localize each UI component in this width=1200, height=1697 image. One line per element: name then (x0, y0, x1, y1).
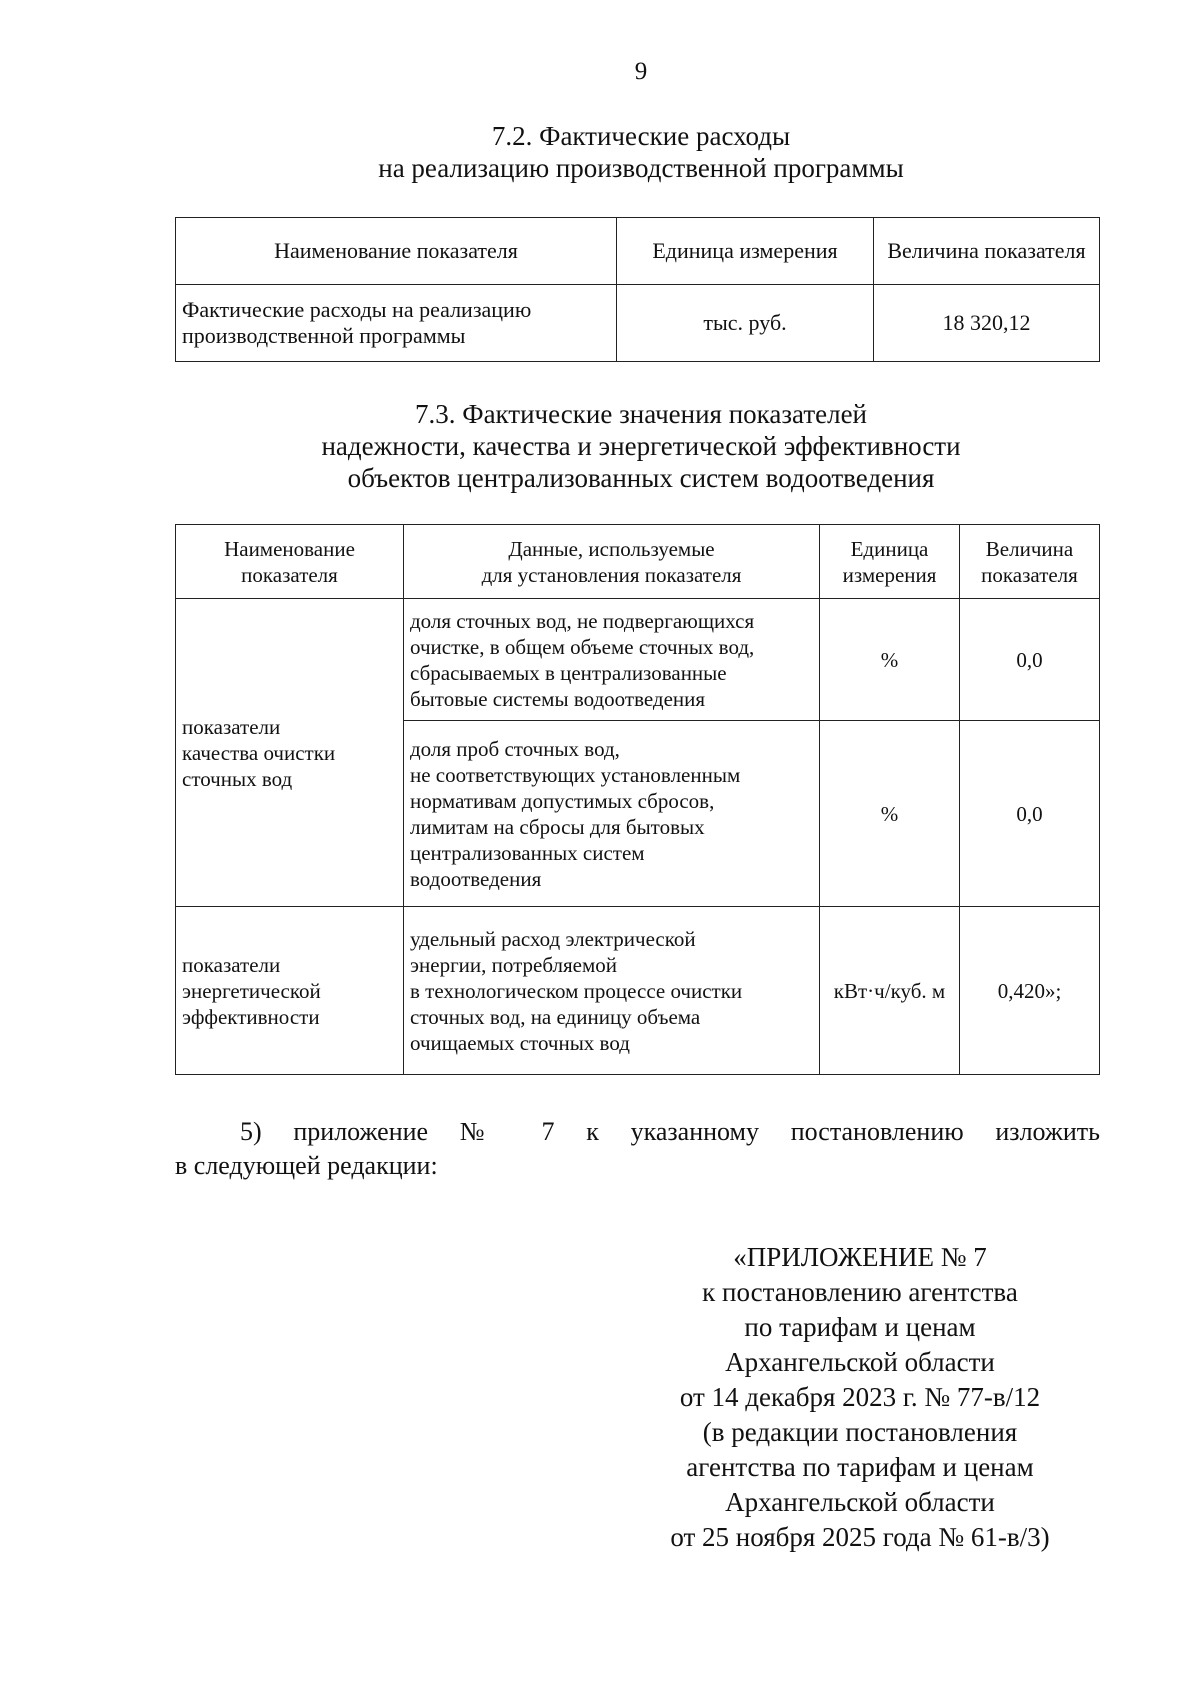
appendix-line: к постановлению агентства (702, 1277, 1018, 1307)
header-line: измерения (842, 562, 937, 587)
data-description-cell (404, 599, 820, 721)
appendix-line: от 14 декабря 2023 г. № 77-в/12 (679, 1382, 1041, 1412)
appendix-line: по тарифам и ценам (744, 1312, 976, 1342)
value-cell: 0,420»; (960, 907, 1100, 1075)
cell-line: централизованных систем (410, 840, 645, 865)
reliability-indicators-table (175, 524, 1100, 1075)
cell-line: нормативам допустимых сбросов, (410, 788, 715, 813)
cell-line: очистке, в общем объеме сточных вод, (410, 634, 755, 659)
cell-line: удельный расход электрической (410, 926, 696, 951)
value-cell: 0,0 (960, 721, 1100, 907)
cell-line: сбрасываемых в централизованные (410, 660, 727, 685)
appendix-line: Архангельской области (725, 1347, 995, 1377)
group-name-cell (176, 907, 404, 1075)
cell-line: производственной программы (182, 323, 466, 348)
header-line: Величина (985, 536, 1074, 561)
unit-cell: % (820, 721, 960, 907)
cell-line: не соответствующих установленным (410, 762, 741, 787)
appendix-line: (в редакции постановления (702, 1417, 1018, 1447)
table-row (176, 907, 1100, 1075)
data-description-cell (404, 907, 820, 1075)
title-line: на реализацию производственной программы (378, 153, 904, 183)
cell-line: доля проб сточных вод, (410, 736, 620, 761)
appendix-header-block (650, 1240, 1070, 1555)
appendix-line: агентства по тарифам и ценам (686, 1452, 1034, 1482)
cell-line: доля сточных вод, не подвергающихся (410, 608, 755, 633)
unit-cell: кВт·ч/куб. м (820, 907, 960, 1075)
header-line: показателя (241, 562, 338, 587)
value-cell: 0,0 (960, 599, 1100, 721)
actual-costs-table (175, 217, 1100, 362)
cell-line: энергии, потребляемой (410, 952, 618, 977)
header-value: Величина показателя (874, 218, 1100, 285)
table-header-row (176, 525, 1100, 599)
appendix-line: Архангельской области (725, 1487, 995, 1517)
unit-cell: % (820, 599, 960, 721)
header-indicator-name: Наименование показателя (176, 218, 617, 285)
title-line: объектов централизованных систем водоотведения (347, 463, 935, 493)
cell-line: энергетической (182, 978, 321, 1003)
group-name-cell (176, 599, 404, 907)
cell-line: бытовые системы водоотведения (410, 686, 706, 711)
title-line: 7.3. Фактические значения показателей (414, 399, 868, 429)
header-indicator-name (176, 525, 404, 599)
value-cell: 18 320,12 (874, 285, 1100, 362)
title-line: 7.2. Фактические расходы (491, 121, 791, 151)
header-unit: Единица измерения (617, 218, 874, 285)
table-row (176, 599, 1100, 721)
page-number: 9 (634, 58, 648, 85)
appendix-line: от 25 ноября 2025 года № 61-в/3) (670, 1522, 1050, 1552)
header-line: Единица (850, 536, 929, 561)
header-line: Наименование (224, 536, 355, 561)
cell-line: показатели (182, 714, 281, 739)
cell-line: качества очистки (182, 740, 336, 765)
cell-line: очищаемых сточных вод (410, 1030, 630, 1055)
unit-cell: тыс. руб. (617, 285, 874, 362)
header-unit (820, 525, 960, 599)
title-line: надежности, качества и энергетической эффективности (321, 431, 961, 461)
paragraph-line: в следующей редакции: (175, 1151, 438, 1180)
table-row (176, 285, 1100, 362)
cell-line: водоотведения (410, 866, 542, 891)
header-line: показателя (981, 562, 1078, 587)
cell-line: показатели (182, 952, 281, 977)
header-line: для установления показателя (481, 562, 742, 587)
cell-line: сточных вод (182, 766, 293, 791)
data-description-cell (404, 721, 820, 907)
cell-line: эффективности (182, 1004, 320, 1029)
table-header-row (176, 218, 1100, 285)
cell-line: Фактические расходы на реализацию (182, 297, 532, 322)
header-value (960, 525, 1100, 599)
cell-line: лимитам на сбросы для бытовых (410, 814, 705, 839)
cell-line: в технологическом процессе очистки (410, 978, 743, 1003)
paragraph-line: 5) приложение № 7 к указанному постановлению изложить (240, 1117, 1100, 1146)
indicator-name-cell (176, 285, 617, 362)
header-data-used (404, 525, 820, 599)
header-line: Данные, используемые (508, 536, 715, 561)
appendix-line: «ПРИЛОЖЕНИЕ № 7 (733, 1242, 987, 1272)
section-7-3-title (0, 398, 1200, 494)
cell-line: сточных вод, на единицу объема (410, 1004, 701, 1029)
section-7-2-title (0, 120, 1200, 184)
